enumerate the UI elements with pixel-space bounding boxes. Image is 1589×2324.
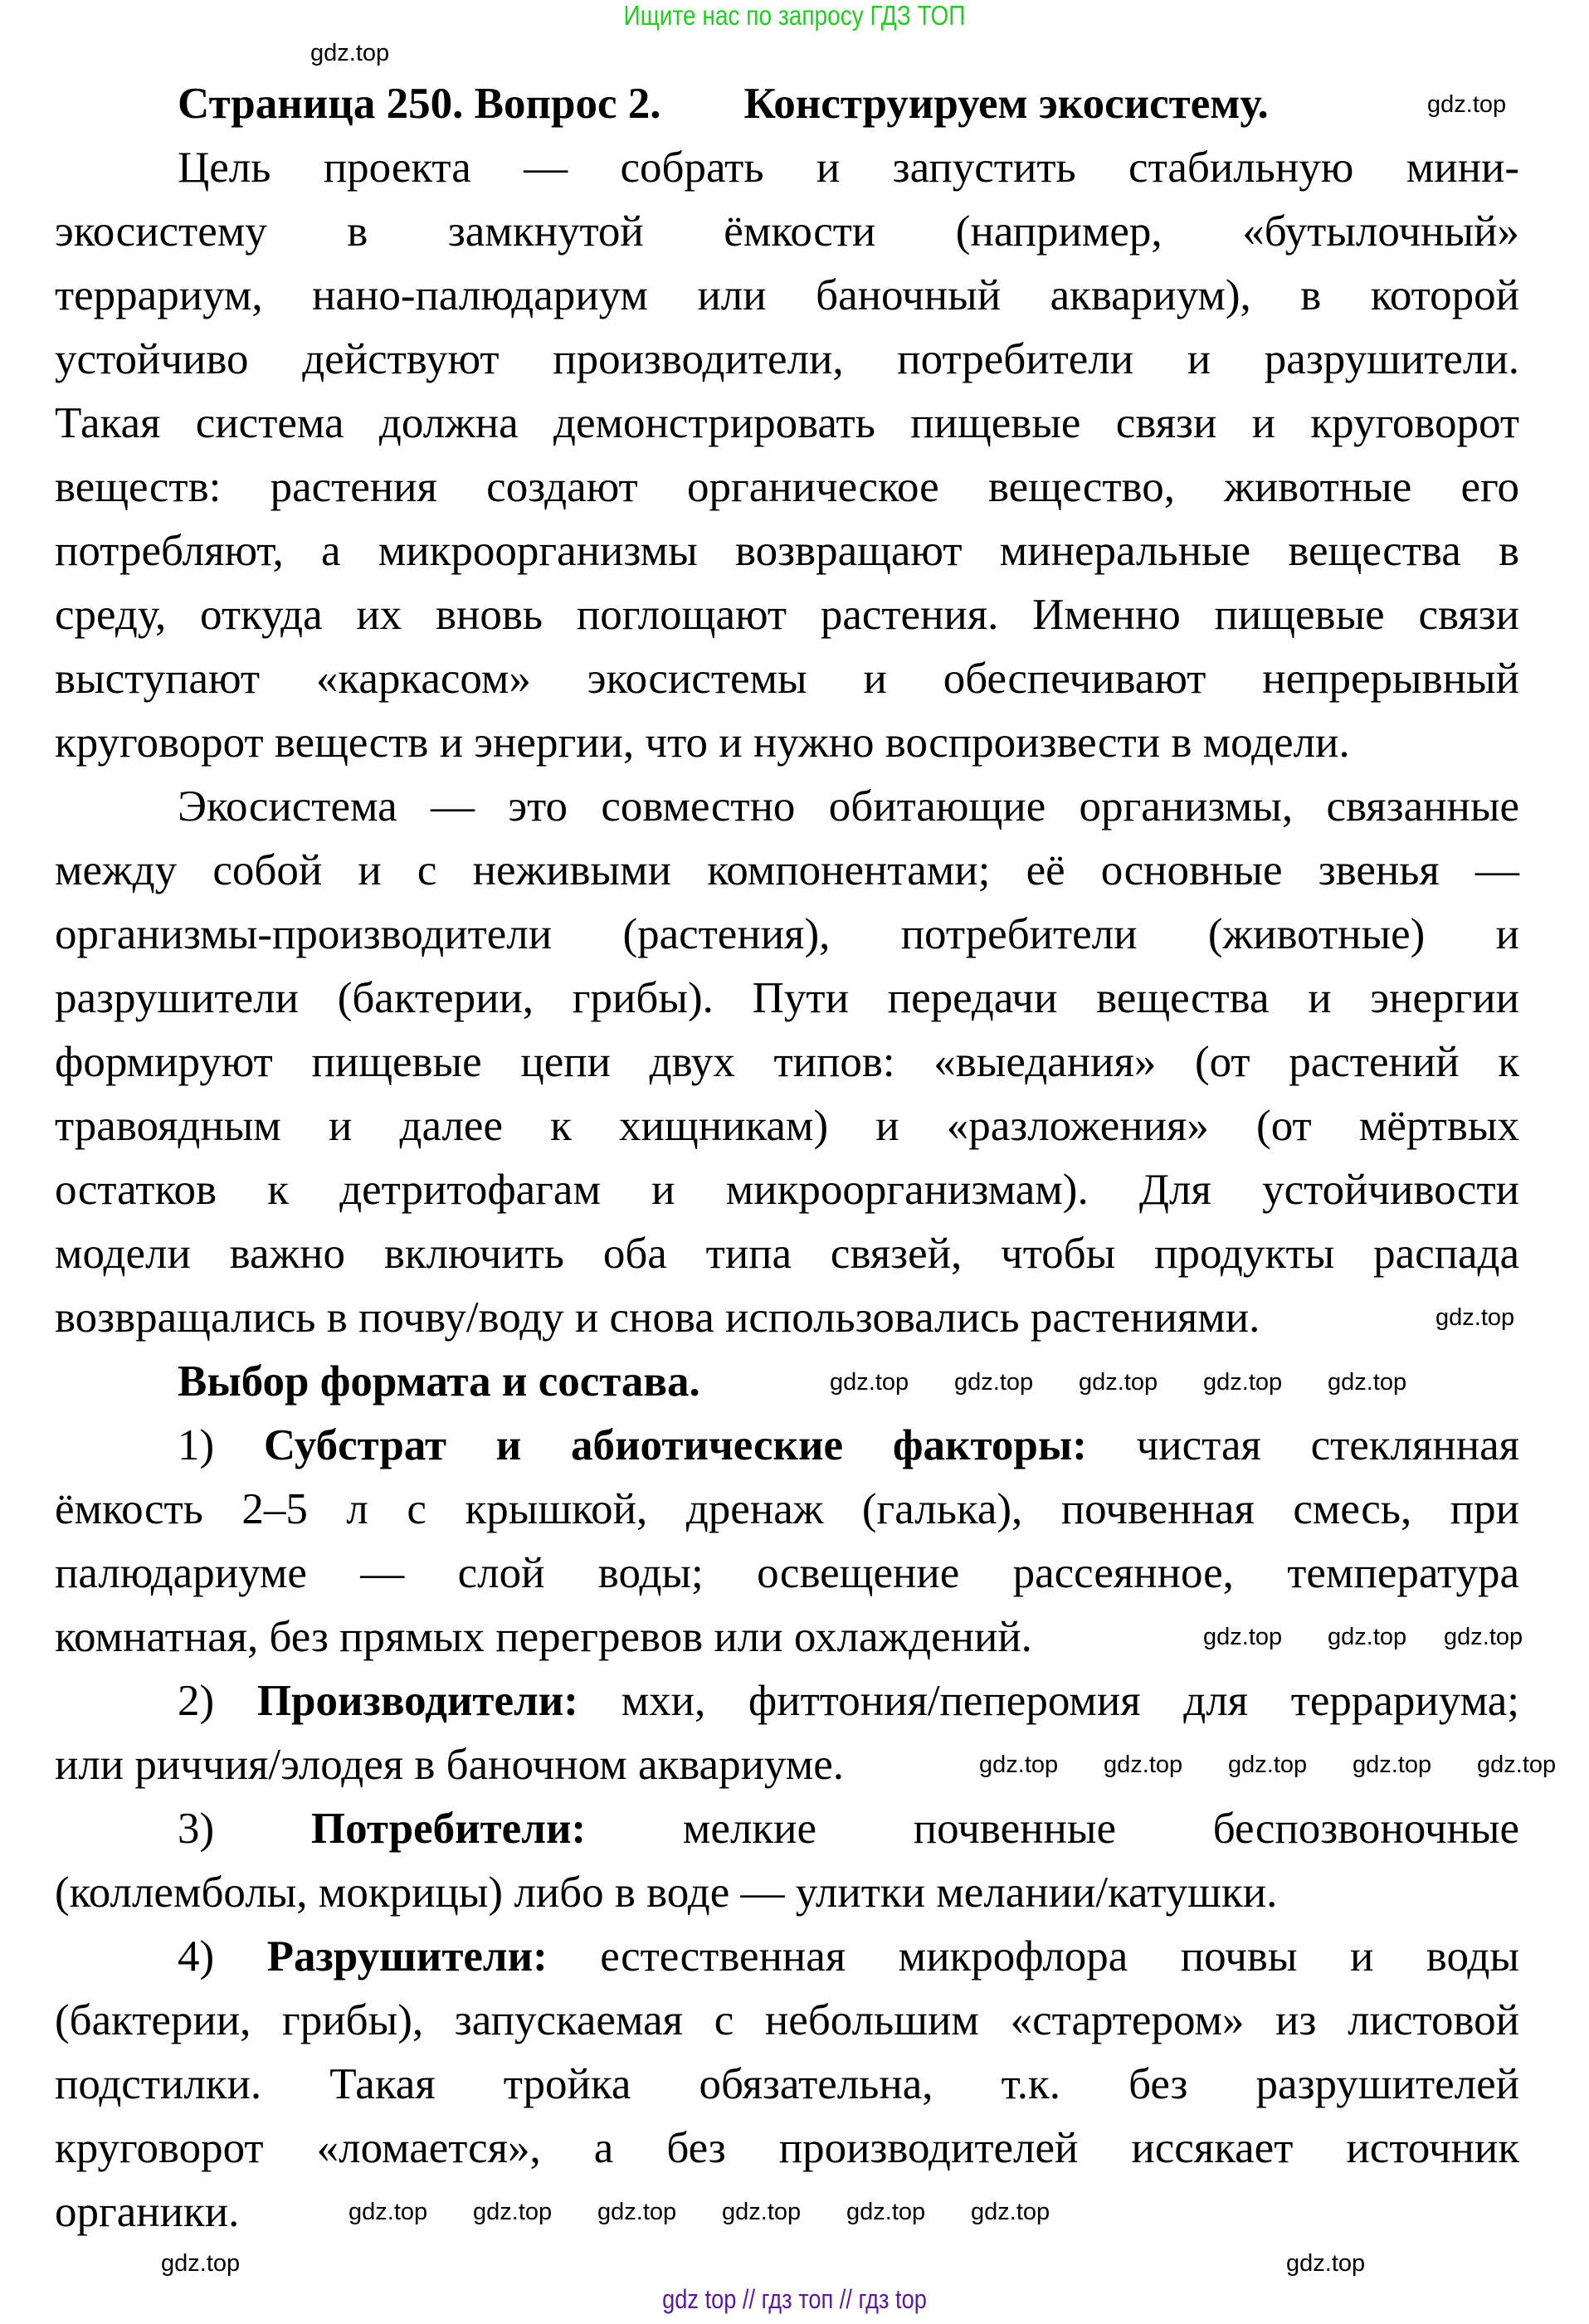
- watermark: gdz.top: [1203, 1624, 1283, 1650]
- line-text: террариум, нано-палюдариум или баночный аквариум), в которой: [55, 271, 1519, 319]
- watermark: gdz.top: [1079, 1369, 1158, 1396]
- bold-term: Разрушители:: [266, 1932, 548, 1981]
- watermark: gdz.top: [1435, 1304, 1515, 1331]
- watermark: gdz.top: [1444, 1624, 1523, 1650]
- line-text: подстилки. Такая тройка обязательна, т.к. без разрушителей: [55, 2060, 1519, 2108]
- watermark: gdz.top: [979, 1752, 1059, 1778]
- text-line: [55, 647, 1519, 711]
- text-line: [55, 1222, 1519, 1286]
- watermark: gdz.top: [1353, 1752, 1432, 1778]
- page-title: [55, 72, 1519, 136]
- text-line: [55, 200, 1519, 264]
- text-line: [55, 775, 1519, 839]
- text-line: [55, 264, 1519, 328]
- text-line: [55, 136, 1519, 200]
- watermark: gdz.top: [1328, 1369, 1407, 1396]
- watermark: gdz.top: [1228, 1752, 1308, 1778]
- line-text: ёмкость 2–5 л с крышкой, дренаж (галька), почвенная смесь, при: [55, 1485, 1519, 1533]
- text-line: [55, 711, 1519, 775]
- bold-term: Субстрат и абиотические факторы:: [263, 1421, 1087, 1469]
- paragraphs: [55, 136, 1519, 2244]
- text-line: [55, 1861, 1519, 1925]
- text-line: [55, 1605, 1519, 1669]
- line-text: палюдариуме — слой воды; освещение рассеянное, температура: [55, 1549, 1519, 1597]
- text-line: [55, 1414, 1519, 1478]
- paragraph: [55, 1350, 1519, 1414]
- line-text: естественная микрофлора почвы и воды: [547, 1932, 1519, 1981]
- line-text: модели важно включить оба типа связей, чтобы продукты распада: [55, 1230, 1519, 1278]
- line-text: веществ: растения создают органическое вещество, животные его: [55, 463, 1519, 511]
- text-line: [55, 1669, 1519, 1733]
- text-line: [55, 2053, 1519, 2117]
- line-text: формируют пищевые цепи двух типов: «выедания» (от растений к: [55, 1038, 1519, 1086]
- text-line: [55, 328, 1519, 392]
- search-banner: Ищите нас по запросу ГДЗ ТОП: [623, 0, 966, 31]
- watermark: gdz.top: [1477, 1752, 1557, 1778]
- title-question: Страница 250. Вопрос 2.: [178, 80, 661, 128]
- text-line: [55, 1797, 1519, 1861]
- text-line: [55, 1542, 1519, 1605]
- text-line: [55, 1158, 1519, 1222]
- bold-term: Производители:: [256, 1677, 578, 1725]
- paragraph: [55, 1414, 1519, 1669]
- text-line: [55, 392, 1519, 456]
- line-text: комнатная, без прямых перегревов или охлаждений.: [55, 1613, 1032, 1661]
- paragraph: [55, 1797, 1519, 1925]
- line-text: возвращались в почву/воду и снова использовались растениями.: [55, 1294, 1260, 1342]
- bold-term: Потребители:: [310, 1805, 587, 1853]
- text-line: [55, 2117, 1519, 2180]
- line-text: Экосистема — это совместно обитающие организмы, связанные: [178, 782, 1519, 831]
- line-text: чистая стеклянная: [1086, 1421, 1520, 1469]
- watermark: gdz.top: [1328, 1624, 1407, 1650]
- watermark: gdz.top: [954, 1369, 1034, 1396]
- watermark: gdz.top: [1286, 2250, 1366, 2277]
- line-text: между собой и с неживыми компонентами; её основные звенья —: [55, 846, 1519, 894]
- line-text: круговорот «ломается», а без производителей иссякает источник: [55, 2124, 1519, 2172]
- watermark: gdz.top: [830, 1369, 909, 1396]
- watermark: gdz.top: [1427, 91, 1507, 118]
- text-line: [55, 967, 1519, 1030]
- text-line: [55, 1286, 1519, 1350]
- paragraph: [55, 1925, 1519, 2244]
- paragraph: [55, 136, 1519, 775]
- bold-term: Выбор формата и состава.: [178, 1357, 700, 1406]
- item-number: 3): [178, 1805, 311, 1853]
- item-number: 1): [178, 1421, 264, 1469]
- text-line: [55, 1925, 1519, 1989]
- line-text: выступают «каркасом» экосистемы и обеспечивают непрерывный: [55, 655, 1519, 703]
- line-text: остатков к детритофагам и микроорганизмам). Для устойчивости: [55, 1166, 1519, 1214]
- line-text: травоядным и далее к хищникам) и «разложения» (от мёртвых: [55, 1102, 1519, 1150]
- document-body: [55, 72, 1519, 2244]
- line-text: органики.: [55, 2188, 240, 2236]
- line-text: среду, откуда их вновь поглощают растения. Именно пищевые связи: [55, 591, 1519, 639]
- text-line: [55, 1989, 1519, 2053]
- watermark: gdz.top: [971, 2199, 1050, 2225]
- paragraph: [55, 775, 1519, 1350]
- line-text: мхи, фиттония/пеперомия для террариума;: [578, 1677, 1519, 1725]
- text-line: [55, 583, 1519, 647]
- watermark: gdz.top: [846, 2199, 926, 2225]
- watermark: gdz.top: [161, 2250, 241, 2277]
- title-topic: Конструируем экосистему.: [743, 80, 1269, 128]
- text-line: [55, 839, 1519, 903]
- line-text: Цель проекта — собрать и запустить стабильную мини-: [178, 144, 1519, 192]
- line-text: или риччия/элодея в баночном аквариуме.: [55, 1741, 845, 1789]
- watermark: gdz.top: [1104, 1752, 1183, 1778]
- line-text: экосистему в замкнутой ёмкости (например, «бутылочный»: [55, 207, 1519, 256]
- text-line: [55, 456, 1519, 519]
- line-text: организмы-производители (растения), потребители (животные) и: [55, 910, 1519, 958]
- text-line: [55, 903, 1519, 967]
- line-text: разрушители (бактерии, грибы). Пути передачи вещества и энергии: [55, 974, 1519, 1022]
- watermark: gdz.top: [349, 2199, 428, 2225]
- watermark: gdz.top: [310, 40, 390, 66]
- line-text: мелкие почвенные беспозвоночные: [586, 1805, 1520, 1853]
- line-text: круговорот веществ и энергии, что и нужно воспроизвести в модели.: [55, 719, 1350, 767]
- line-text: устойчиво действуют производители, потребители и разрушители.: [55, 335, 1519, 383]
- text-line: [55, 1030, 1519, 1094]
- footer-links: gdz top // гдз топ // гдз top: [662, 2284, 927, 2314]
- watermark: gdz.top: [722, 2199, 802, 2225]
- text-line: [55, 1094, 1519, 1158]
- line-text: Такая система должна демонстрировать пищевые связи и круговорот: [55, 399, 1519, 447]
- text-line: [55, 1350, 1519, 1414]
- watermark: gdz.top: [1203, 1369, 1283, 1396]
- watermark: gdz.top: [597, 2199, 677, 2225]
- item-number: 2): [178, 1677, 257, 1725]
- text-line: [55, 519, 1519, 583]
- line-text: потребляют, а микроорганизмы возвращают минеральные вещества в: [55, 527, 1519, 575]
- line-text: (бактерии, грибы), запускаемая с небольшим «стартером» из листовой: [55, 1996, 1519, 2044]
- watermark: gdz.top: [473, 2199, 553, 2225]
- item-number: 4): [178, 1932, 267, 1981]
- text-line: [55, 1478, 1519, 1542]
- line-text: (коллемболы, мокрицы) либо в воде — улитки мелании/катушки.: [55, 1868, 1278, 1917]
